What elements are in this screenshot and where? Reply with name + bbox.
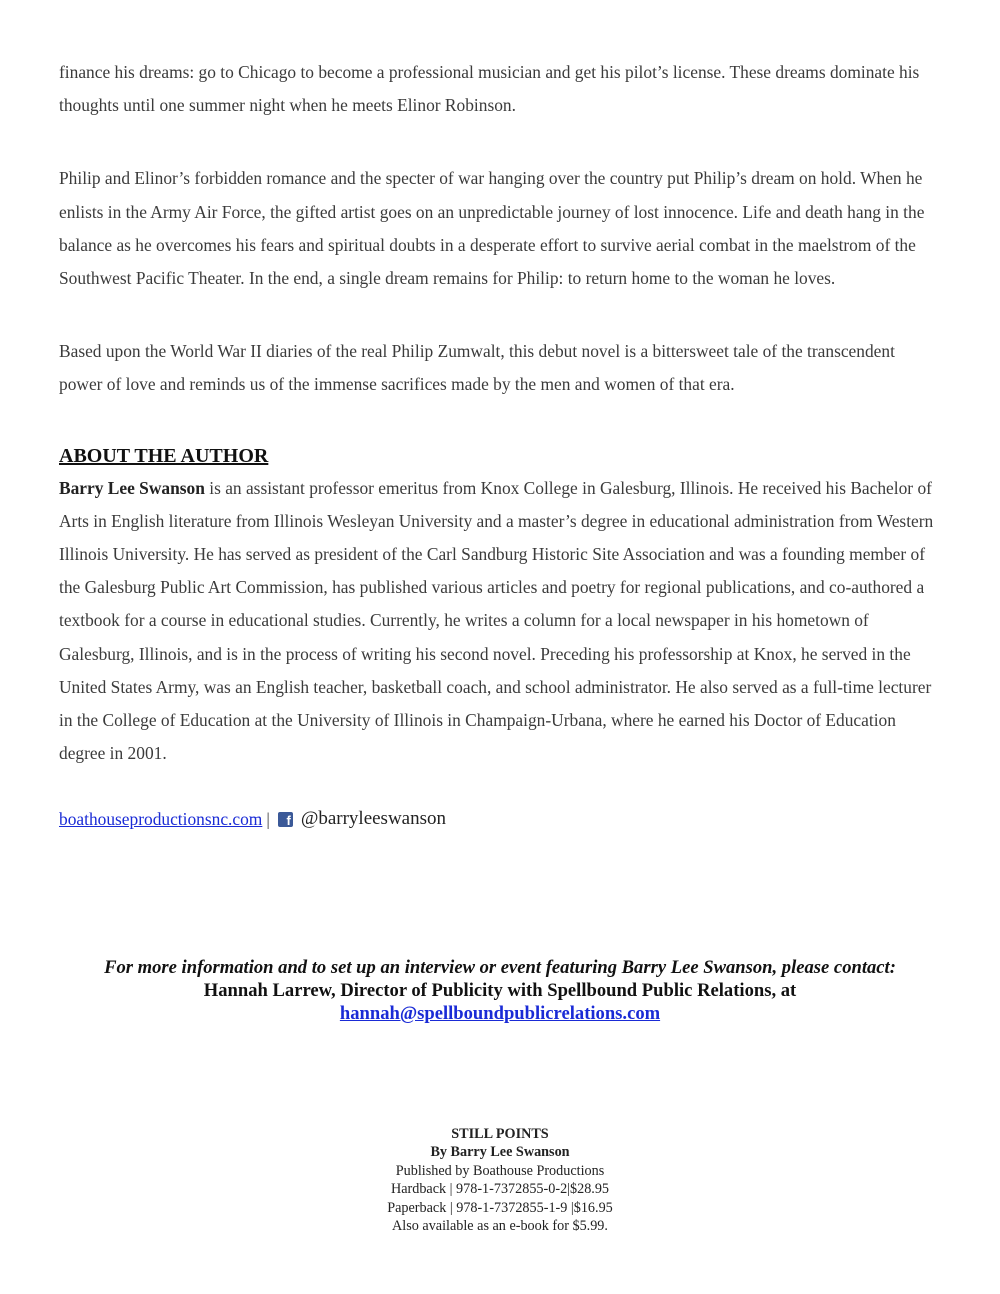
book-ebook: Also available as an e-book for $5.99.	[392, 1218, 608, 1235]
facebook-icon[interactable]: f	[278, 812, 293, 827]
synopsis-paragraph-2: Philip and Elinor’s forbidden romance and the specter of war hanging over the country put Philip’s dream on hold. When he enlists in the Army Air Force, the gifted artist goes on an unpredictable journey of lost innocence. Life and death hang in the balance as he overcomes his fears and spiritual doubts in a desperate effort to survive aerial combat in the maelstrom of the Southwest Pacific Theater. In the end, a single dream remains for Philip: to return home to the woman he loves.	[59, 168, 925, 289]
contact-email-link[interactable]: hannah@spellboundpublicrelations.com	[339, 1003, 661, 1024]
book-byline: By Barry Lee Swanson	[430, 1144, 570, 1161]
press-release-page	[59, 56, 941, 832]
author-bio	[59, 472, 941, 771]
author-links	[59, 806, 941, 832]
link-separator: |	[266, 809, 270, 830]
about-author-heading: ABOUT THE AUTHOR	[59, 444, 269, 467]
book-hardback: Hardback | 978-1-7372855-0-2|$28.95	[390, 1181, 610, 1198]
contact-person: Hannah Larrew, Director of Publicity with Spellbound Public Relations, at	[203, 980, 797, 1001]
book-details	[0, 1125, 1000, 1235]
book-publisher: Published by Boathouse Productions	[395, 1162, 605, 1179]
website-link[interactable]: boathouseproductionsnc.com	[59, 809, 263, 830]
synopsis-paragraph-3: Based upon the World War II diaries of the real Philip Zumwalt, this debut novel is a bittersweet tale of the transcendent power of love and reminds us of the immense sacrifices made by the men and women of that era.	[59, 341, 895, 395]
author-name: Barry Lee Swanson	[59, 477, 205, 498]
book-title: STILL POINTS	[451, 1126, 549, 1142]
book-paperback: Paperback | 978-1-7372855-1-9 |$16.95	[387, 1199, 613, 1216]
synopsis-paragraph-1: finance his dreams: go to Chicago to become a professional musician and get his pilot’s license. These dreams dominate his thoughts until one summer night when he meets Elinor Robinson.	[59, 62, 920, 116]
contact-block	[0, 956, 1000, 1025]
author-bio-text: is an assistant professor emeritus from Knox College in Galesburg, Illinois. He received his Bachelor of Arts in English literature from Illinois Wesleyan University and a master’s degree in educational administration from Western Illinois University. He has served as president of the Carl Sandburg Historic Site Association and was a founding member of the Galesburg Public Art Commission, has published various articles and poetry for regional publications, and co-authored a textbook for a course in educational studies. Currently, he writes a column for a local newspaper in his hometown of Galesburg, Illinois, and is in the process of writing his second novel. Preceding his professorship at Knox, he served in the United States Army, was an English teacher, basketball coach, and school administrator. He also served as a full-time lecturer in the College of Education at the University of Illinois in Champaign-Urbana, where he earned his Doctor of Education degree in 2001.	[59, 477, 934, 764]
facebook-handle: @barryleeswanson	[300, 808, 446, 830]
contact-intro: For more information and to set up an interview or event featuring Barry Lee Swanson, please contact:	[104, 957, 896, 978]
